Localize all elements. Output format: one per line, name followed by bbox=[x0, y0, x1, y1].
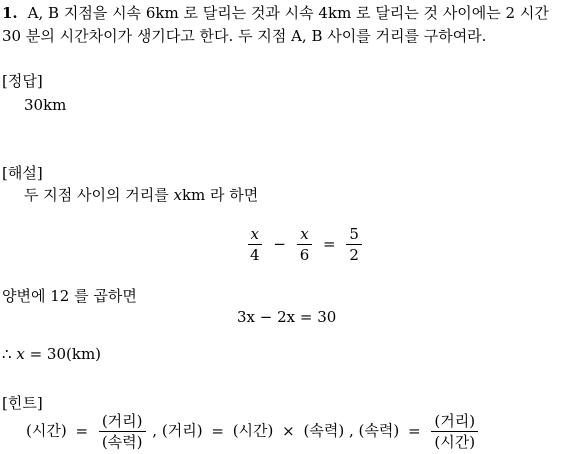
solution-conclusion bbox=[2, 345, 101, 363]
hint-formulas bbox=[26, 413, 480, 450]
equals-sign: = bbox=[211, 421, 224, 440]
fraction-x-over-4 bbox=[247, 226, 263, 263]
equation-1 bbox=[245, 226, 364, 263]
hint-time-term: (시간) bbox=[232, 421, 274, 440]
therefore-symbol: ∴ bbox=[2, 345, 12, 363]
solution-heading: [해설] bbox=[2, 164, 43, 182]
comma: , bbox=[348, 421, 354, 440]
answer-heading: [정답] bbox=[2, 72, 43, 90]
hint-speed-term: (속력) bbox=[303, 421, 345, 440]
solution-line-1-prefix: 두 지점 사이의 거리를 bbox=[24, 186, 169, 204]
equals-sign: = bbox=[75, 421, 89, 440]
fraction-numerator: (거리) bbox=[431, 413, 478, 432]
fraction-numerator: x bbox=[248, 226, 262, 245]
comma: , bbox=[152, 421, 158, 440]
solution-variable: x bbox=[173, 186, 182, 204]
fraction-distance-over-time bbox=[431, 413, 478, 450]
fraction-numerator: 5 bbox=[346, 226, 362, 245]
hint-distance-label: (거리) bbox=[161, 421, 203, 440]
conclusion-variable: x bbox=[16, 345, 25, 363]
fraction-denominator: 4 bbox=[250, 245, 260, 264]
equals-sign: = bbox=[408, 421, 421, 440]
problem-text: A, B 지점을 시속 6km 로 달리는 것과 시속 4km 로 달리는 것 사이에는 2 시간 30 분의 시간차이가 생기다고 한다. 두 지점 A, B 사이를 거리를 구하여라. bbox=[2, 4, 549, 45]
fraction-denominator: (속력) bbox=[101, 432, 143, 451]
fraction-numerator: (거리) bbox=[99, 413, 146, 432]
fraction-denominator: 6 bbox=[299, 245, 310, 264]
minus-sign: − bbox=[273, 234, 286, 253]
fraction-numerator: x bbox=[297, 226, 311, 245]
equals-sign: = bbox=[323, 234, 336, 253]
hint-time-label: (시간) bbox=[26, 421, 67, 440]
fraction-distance-over-speed bbox=[99, 413, 146, 450]
conclusion-value: = 30(km) bbox=[29, 345, 102, 363]
hint-heading: [힌트] bbox=[2, 394, 43, 412]
hint-speed-label: (속력) bbox=[358, 421, 400, 440]
problem-statement bbox=[2, 2, 570, 48]
equation-2: 3x − 2x = 30 bbox=[237, 308, 337, 326]
fraction-5-over-2 bbox=[346, 226, 362, 263]
solution-line-1 bbox=[24, 184, 258, 205]
fraction-x-over-6 bbox=[297, 226, 313, 263]
times-sign: × bbox=[282, 421, 295, 440]
fraction-denominator: (시간) bbox=[434, 432, 476, 451]
problem-number: 1. bbox=[2, 4, 18, 22]
solution-line-2: 양변에 12 를 곱하면 bbox=[2, 287, 137, 305]
fraction-denominator: 2 bbox=[349, 245, 359, 264]
solution-line-1-suffix: km 라 하면 bbox=[181, 186, 259, 204]
answer-value: 30km bbox=[24, 96, 67, 114]
